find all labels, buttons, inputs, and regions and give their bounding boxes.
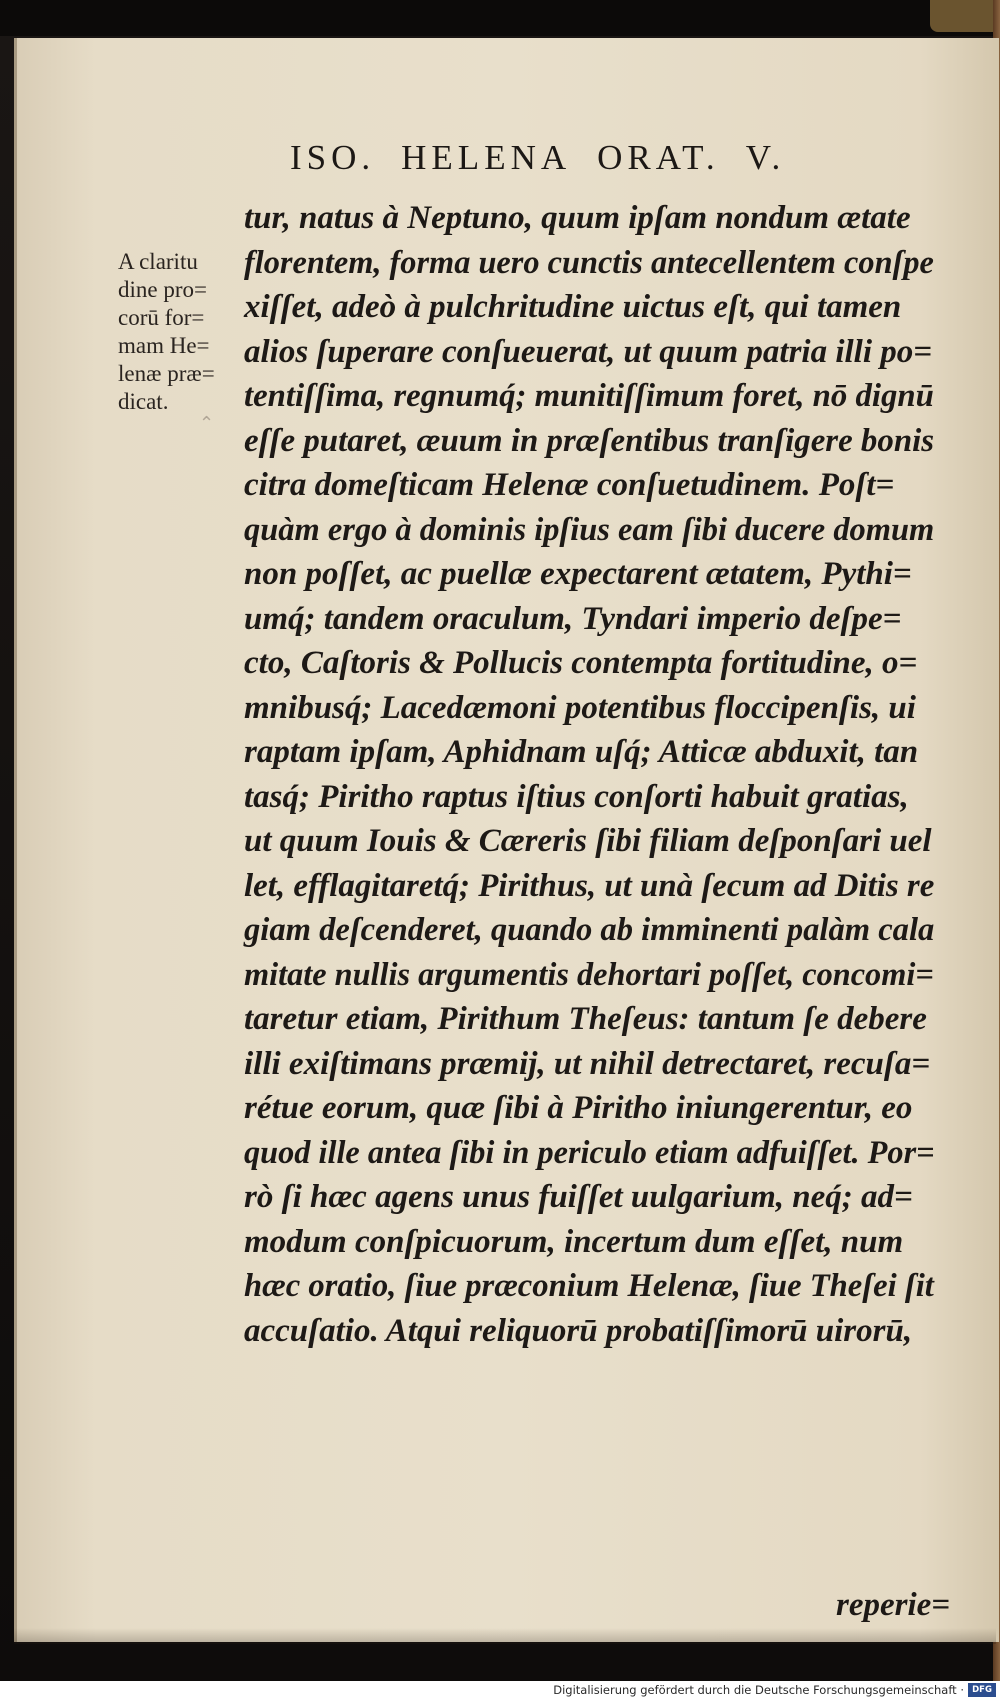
text-line: florentem, forma uero cunctis antecellentem conſpe <box>244 244 934 281</box>
text-line: mnibusq́; Lacedæmoni potentibus floccipenſis, ui <box>244 689 916 726</box>
text-line: accuſatio. Atqui reliquorū probatiſſimorū uirorū, <box>244 1312 913 1349</box>
margin-note-line: corū for= <box>118 305 205 330</box>
running-title: HELENA <box>401 138 572 177</box>
text-line: quod ille antea ſibi in periculo etiam adfuiſſet. Por= <box>244 1134 935 1171</box>
text-line: cto, Caſtoris & Pollucis contempta fortitudine, o= <box>244 645 918 681</box>
text-line: rò ſi hæc agens unus fuiſſet uulgarium, neq́; ad= <box>244 1179 913 1215</box>
text-line: illi exiſtimans præmij, ut nihil detrectaret, recuſa= <box>244 1045 931 1082</box>
margin-note-line: dine pro= <box>118 277 207 302</box>
body-text <box>244 196 934 1353</box>
text-line: eſſe putaret, æuum in præſentibus tranſigere bonis <box>244 422 935 459</box>
text-line: mitate nullis argumentis dehortari poſſet, concomi= <box>244 956 934 993</box>
margin-note-line: lenæ præ= <box>118 361 215 386</box>
text-line: tasq́; Piritho raptus iſtius conſorti habuit gratias, <box>244 778 909 815</box>
text-line: ut quum Iouis & Cæreris ſibi filiam deſponſari uel <box>244 823 932 859</box>
text-line: xiſſet, adeò à pulchritudine uictus eſt, qui tamen <box>244 289 902 325</box>
catchword: reperie= <box>836 1587 951 1623</box>
text-line: alios ſuperare conſueuerat, ut quum patria illi po= <box>244 333 933 370</box>
margin-note <box>118 248 238 416</box>
text-line: citra domeſticam Helenæ conſuetudinem. Poſt= <box>244 467 895 503</box>
text-line: umq́; tandem oraculum, Tyndari imperio deſpe= <box>244 600 902 637</box>
text-line: non poſſet, ac puellæ expectarent ætatem, Pythi= <box>244 556 912 592</box>
running-head <box>290 138 890 178</box>
corner-stamp <box>930 0 1000 32</box>
margin-note-line: A claritu <box>118 249 198 274</box>
text-line: tur, natus à Neptuno, quum ipſam nondum ætate <box>244 200 911 236</box>
running-numeral: V. <box>745 138 786 177</box>
dfg-logo: DFG <box>968 1683 996 1697</box>
text-line: hæc oratio, ſiue præconium Helenæ, ſiue Theſei ſit <box>244 1268 934 1304</box>
text-line: modum conſpicuorum, incertum dum eſſet, num <box>244 1223 904 1260</box>
digitization-credit: Digitalisierung gefördert durch die Deutsche Forschungsgemeinschaft · <box>553 1683 964 1697</box>
margin-caret-mark: ⌃ <box>199 413 215 434</box>
margin-note-line: dicat. <box>118 389 169 414</box>
text-line: giam deſcenderet, quando ab imminenti palàm cala <box>244 912 935 948</box>
running-section: ORAT. <box>597 138 720 177</box>
scan-top-edge <box>0 0 1000 36</box>
text-line: rétue eorum, quæ ſibi à Piritho iniungerentur, eo <box>244 1090 913 1126</box>
margin-note-line: mam He= <box>118 333 210 358</box>
page-number: ISO. <box>290 138 376 177</box>
text-line: taretur etiam, Pirithum Theſeus: tantum ſe debere <box>244 1001 927 1037</box>
text-line: raptam ipſam, Aphidnam uſq́; Atticæ abduxit, tan <box>244 734 919 770</box>
text-line: tentiſſima, regnumq́; munitiſſimum foret, nō dignū <box>244 378 934 414</box>
text-line: let, efflagitaretq́; Pirithus, ut unà ſecum ad Ditis re <box>244 867 935 904</box>
text-line: quàm ergo à dominis ipſius eam ſibi ducere domum <box>244 511 935 548</box>
page-shadow <box>14 1628 996 1644</box>
